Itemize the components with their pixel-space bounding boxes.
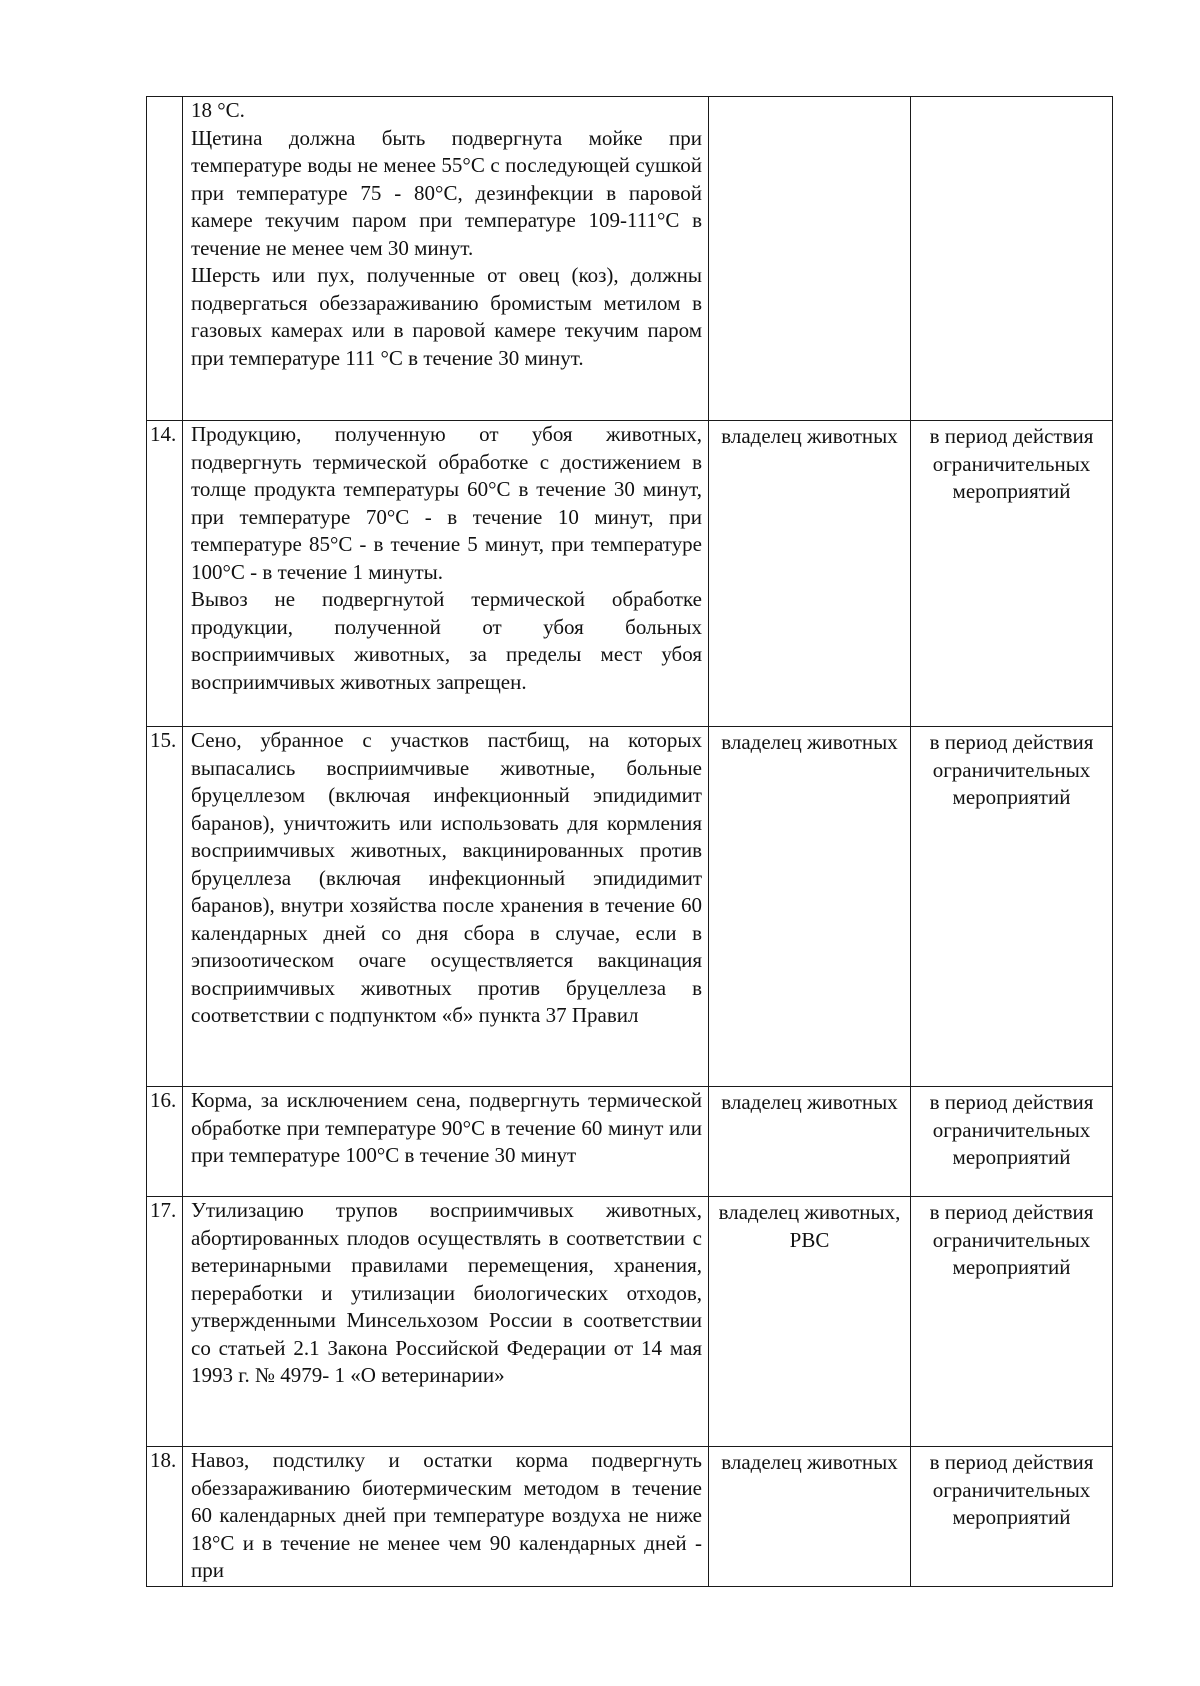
- deadline: в период действия ограничительных мероприятий: [911, 727, 1113, 1087]
- table-row: [147, 97, 1113, 421]
- row-number: 17.: [147, 1197, 183, 1447]
- measure-paragraph: Утилизацию трупов восприимчивых животных, абортированных плодов осуществлять в соответствии с ветеринарными правилами перемещения, хранения, переработки и утилизации биологических отходов, утвержденными Минсельхозом России в соответствии со статьей 2.1 Закона Российской Федерации от 14 мая 1993 г. № 4979- 1 «О ветеринарии»: [191, 1198, 702, 1387]
- measure-paragraph: Продукцию, полученную от убоя животных, подвергнуть термической обработке с достижением в толще продукта температуры 60°С в течение 30 минут, при температуре 70°С - в течение 10 минут, при температуре 85°С - в течение 5 минут, при температуре 100°С - в течение 1 минуты.: [191, 422, 702, 584]
- table-row: [147, 1447, 1113, 1587]
- row-number: [147, 97, 183, 421]
- responsible-party: владелец животных: [709, 1087, 911, 1197]
- table-row: [147, 1197, 1113, 1447]
- measure-paragraph: Сено, убранное с участков пастбищ, на которых выпасались восприимчивые животные, больные бруцеллезом (включая инфекционный эпидидимит баранов), уничтожить или использовать для кормления восприимчивых животных, вакцинированных против бруцеллеза (включая инфекционный эпидидимит баранов), внутри хозяйства после хранения в течение 60 календарных дней со дня сбора в случае, если в эпизоотическом очаге осуществляется вакцинация восприимчивых животных против бруцеллеза в соответствии с подпунктом «б» пункта 37 Правил: [191, 728, 702, 1027]
- responsible-party: [709, 97, 911, 421]
- measure-paragraph: Шерсть или пух, полученные от овец (коз), должны подвергаться обеззараживанию бромистым метилом в газовых камерах или в паровой камере текучим паром при температуре 111 °С в течение 30 минут.: [191, 263, 702, 370]
- measure-paragraph: Навоз, подстилку и остатки корма подвергнуть обеззараживанию биотермическим методом в течение 60 календарных дней при температуре воздуха не ниже 18°С и в течение не менее чем 90 календарных дней - при: [191, 1448, 702, 1582]
- measure-paragraph: Щетина должна быть подвергнута мойке при температуре воды не менее 55°С с последующей сушкой при температуре 75 - 80°С, дезинфекции в паровой камере текучим паром при температуре 109-111°С в течение не менее чем 30 минут.: [191, 125, 702, 260]
- deadline: в период действия ограничительных мероприятий: [911, 421, 1113, 727]
- measure-text: [183, 727, 709, 1087]
- measure-text: [183, 421, 709, 727]
- row-number: 14.: [147, 421, 183, 727]
- measures-table: [146, 96, 1113, 1587]
- measure-text: [183, 1447, 709, 1587]
- responsible-party: владелец животных: [709, 1447, 911, 1587]
- table-row: [147, 727, 1113, 1087]
- responsible-party: владелец животных: [709, 727, 911, 1087]
- measure-text: [183, 1197, 709, 1447]
- measure-paragraph: 18 °С.: [191, 98, 245, 122]
- row-number: 16.: [147, 1087, 183, 1197]
- responsible-party: владелец животных, РВС: [709, 1197, 911, 1447]
- row-number: 18.: [147, 1447, 183, 1587]
- deadline: в период действия ограничительных мероприятий: [911, 1087, 1113, 1197]
- measure-paragraph: Вывоз не подвергнутой термической обработке продукции, полученной от убоя больных восприимчивых животных, за пределы мест убоя восприимчивых животных запрещен.: [191, 587, 702, 694]
- measure-paragraph: Корма, за исключением сена, подвергнуть термической обработке при температуре 90°С в течение 60 минут или при температуре 100°С в течение 30 минут: [191, 1088, 702, 1167]
- responsible-party: владелец животных: [709, 421, 911, 727]
- measure-text: [183, 1087, 709, 1197]
- deadline: в период действия ограничительных мероприятий: [911, 1197, 1113, 1447]
- table-row: [147, 1087, 1113, 1197]
- deadline: [911, 97, 1113, 421]
- row-number: 15.: [147, 727, 183, 1087]
- measure-text: [183, 97, 709, 421]
- deadline: в период действия ограничительных мероприятий: [911, 1447, 1113, 1587]
- table-row: [147, 421, 1113, 727]
